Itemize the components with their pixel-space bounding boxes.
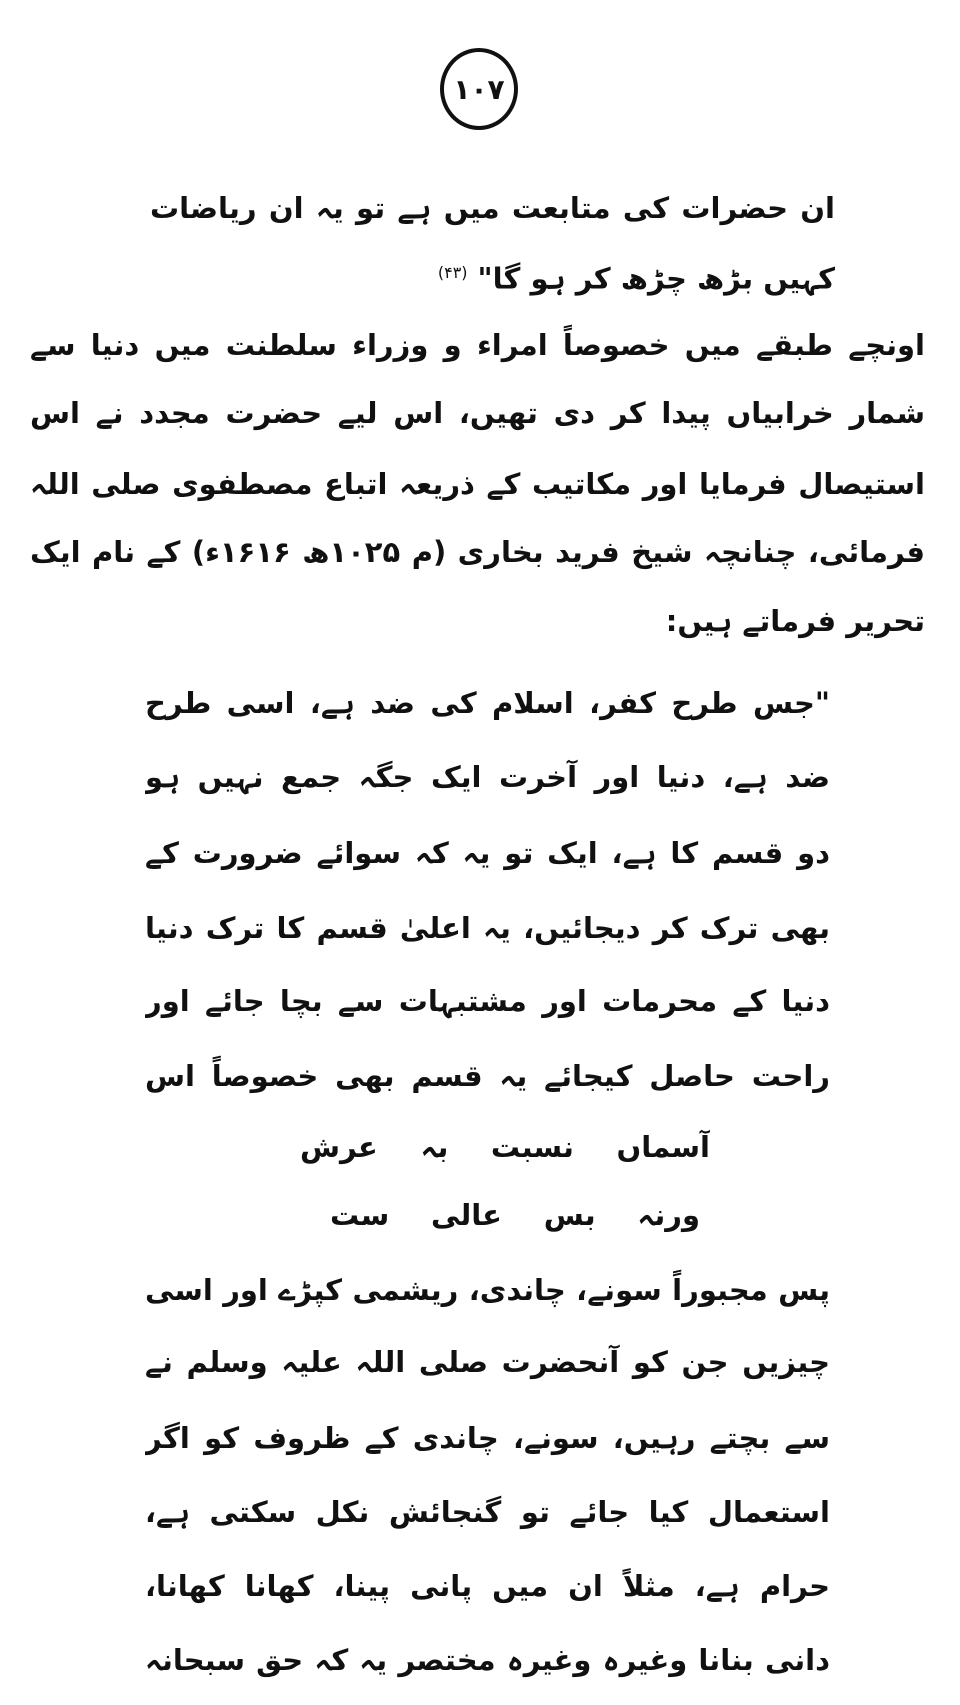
couplet-verse: ورنہ بس عالی ست [330, 1198, 700, 1232]
letter-quote-line: ضد ہے، دنیا اور آخرت ایک جگہ جمع نہیں ہو [145, 760, 830, 794]
paragraph-line: استعمال کیا جائے تو گنجائش نکل سکتی ہے، [145, 1495, 830, 1529]
paragraph-line: چیزیں جن کو آنحضرت صلی اللہ علیہ وسلم نے [145, 1345, 830, 1379]
quote-end-text: کہیں بڑھ چڑھ کر ہو گا" [477, 261, 835, 296]
paragraph-line: سے بچتے رہیں، سونے، چاندی کے ظروف کو اگر [145, 1421, 830, 1455]
paragraph-line: فرمائی، چنانچہ شیخ فرید بخاری (م ۱۰۲۵ھ ۱۶۱۶ء) کے نام ایک [30, 535, 925, 569]
paragraph-line: دانی بنانا وغیرہ وغیرہ مختصر یہ کہ حق سبحانہ [145, 1643, 830, 1677]
letter-quote-line: "جس طرح کفر، اسلام کی ضد ہے، اسی طرح [145, 686, 830, 720]
paragraph-line: پس مجبوراً سونے، چاندی، ریشمی کپڑے اور اسی [145, 1273, 830, 1307]
footnote-reference: (۴۳) [437, 263, 468, 282]
paragraph-line: تحریر فرماتے ہیں: [665, 604, 925, 638]
quote-end-line: ان حضرات کی متابعت میں ہے تو یہ ان ریاضات [150, 191, 835, 225]
page-number: ۱۰۷ [440, 48, 518, 130]
letter-quote-line: دو قسم کا ہے، ایک تو یہ کہ سوائے ضرورت کے [145, 836, 830, 870]
letter-quote-line: راحت حاصل کیجائے یہ قسم بھی خصوصاً اس [145, 1059, 830, 1093]
paragraph-line: استیصال فرمایا اور مکاتیب کے ذریعہ اتباع مصطفوی صلی اللہ [30, 467, 925, 501]
quote-end-line-with-reference [438, 251, 835, 301]
paragraph-line: حرام ہے، مثلاً ان میں پانی پینا، کھانا کھانا، [145, 1569, 830, 1603]
paragraph-line: اونچے طبقے میں خصوصاً امراء و وزراء سلطنت میں دنیا سے [30, 328, 925, 362]
letter-quote-line: دنیا کے محرمات اور مشتبہات سے بچا جائے اور [145, 984, 830, 1018]
couplet-verse: آسماں نسبت بہ عرش [300, 1130, 710, 1164]
paragraph-line: شمار خرابیاں پیدا کر دی تھیں، اس لیے حضرت مجدد نے اس [30, 396, 925, 430]
letter-quote-line: بھی ترک کر دیجائیں، یہ اعلیٰ قسم کا ترک دنیا [145, 911, 830, 945]
